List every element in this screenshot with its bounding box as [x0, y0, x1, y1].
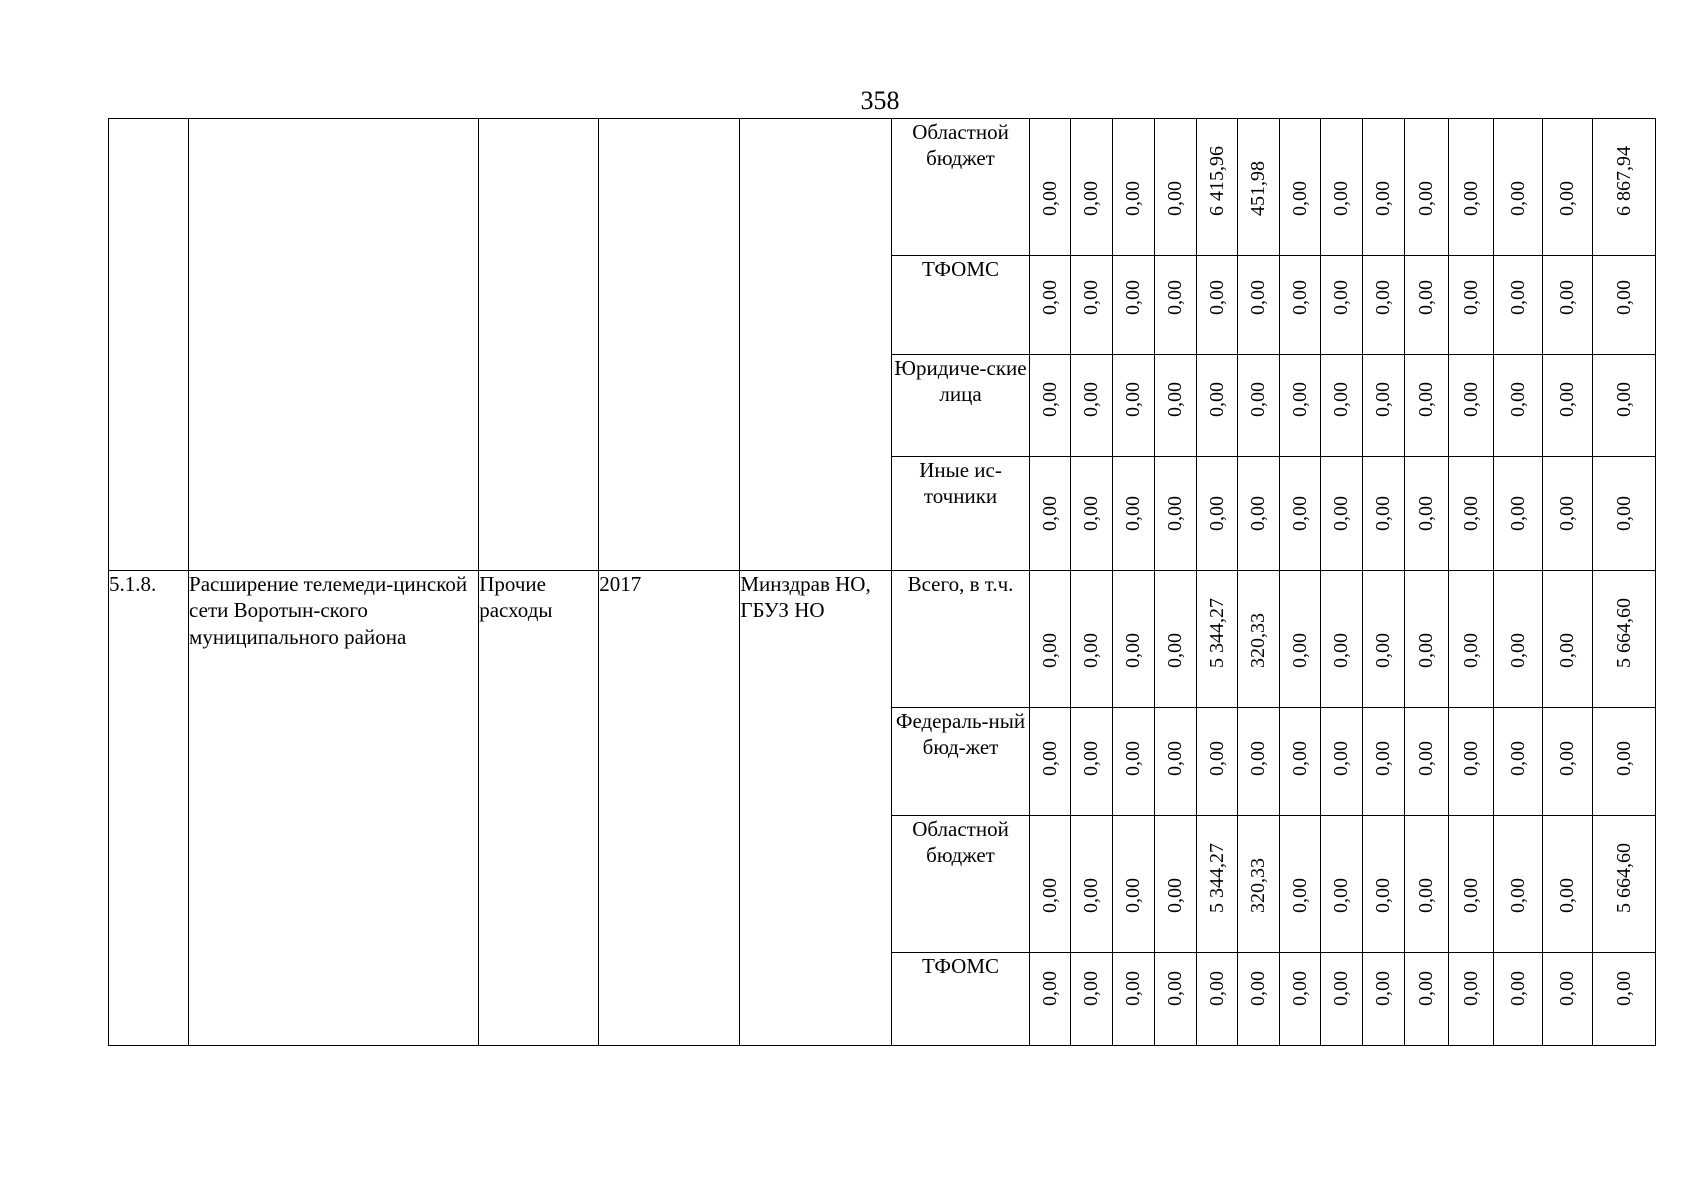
value-text: 0,00 [1415, 496, 1438, 531]
value-cell [1196, 953, 1237, 1046]
funding-source-cell: Областной бюджет [892, 816, 1029, 953]
value-text: 0,00 [1506, 741, 1529, 776]
value-text: 0,00 [1080, 741, 1103, 776]
value-cell [1279, 355, 1320, 457]
funding-source-cell: ТФОМС [892, 953, 1029, 1046]
value-text: 0,00 [1556, 181, 1579, 216]
value-text: 0,00 [1288, 633, 1311, 668]
value-text: 0,00 [1372, 382, 1395, 417]
value-cell [1493, 256, 1542, 355]
value-text: 0,00 [1459, 280, 1482, 315]
value-text: 0,00 [1556, 633, 1579, 668]
value-text: 0,00 [1612, 280, 1635, 315]
value-cell [1196, 119, 1237, 256]
value-cell [1029, 708, 1070, 816]
value-text: 5 664,60 [1612, 843, 1635, 913]
value-cell [1542, 953, 1592, 1046]
value-text: 6 415,96 [1205, 146, 1228, 216]
value-text: 0,00 [1556, 382, 1579, 417]
value-cell [1196, 816, 1237, 953]
value-cell [1493, 816, 1542, 953]
value-text: 0,00 [1415, 181, 1438, 216]
value-text: 0,00 [1247, 280, 1270, 315]
value-cell [1362, 355, 1404, 457]
value-cell [1112, 816, 1154, 953]
value-cell [1029, 571, 1070, 708]
value-cell [1404, 708, 1448, 816]
value-cell [1448, 256, 1493, 355]
value-text: 0,00 [1415, 971, 1438, 1006]
value-cell [1070, 355, 1112, 457]
value-text: 0,00 [1372, 181, 1395, 216]
value-cell [1493, 708, 1542, 816]
value-text: 0,00 [1506, 496, 1529, 531]
value-text: 0,00 [1372, 496, 1395, 531]
value-cell [1448, 355, 1493, 457]
value-text: 0,00 [1038, 382, 1061, 417]
funding-source-cell: Федераль-ный бюд-жет [892, 708, 1029, 816]
value-text: 0,00 [1080, 633, 1103, 668]
value-text: 0,00 [1330, 971, 1353, 1006]
value-text: 0,00 [1612, 971, 1635, 1006]
value-cell [1279, 816, 1320, 953]
value-cell [1542, 571, 1592, 708]
value-text: 0,00 [1038, 280, 1061, 315]
value-cell [1279, 571, 1320, 708]
value-text: 0,00 [1459, 633, 1482, 668]
value-text: 0,00 [1164, 382, 1187, 417]
value-text: 6 867,94 [1612, 146, 1635, 216]
value-cell [1404, 355, 1448, 457]
value-cell [1592, 256, 1655, 355]
value-cell [1362, 119, 1404, 256]
value-text: 0,00 [1080, 878, 1103, 913]
value-cell [1112, 457, 1154, 571]
item-name-cell [189, 119, 479, 571]
value-cell [1237, 816, 1279, 953]
value-cell [1404, 457, 1448, 571]
value-cell [1112, 355, 1154, 457]
funding-source-cell: Юридиче-ские лица [892, 355, 1029, 457]
value-text: 0,00 [1330, 280, 1353, 315]
page-number: 358 [860, 86, 900, 115]
value-text: 0,00 [1080, 280, 1103, 315]
table-row [109, 571, 1656, 708]
value-text: 0,00 [1459, 741, 1482, 776]
value-text: 0,00 [1288, 741, 1311, 776]
value-cell [1279, 256, 1320, 355]
value-cell [1029, 953, 1070, 1046]
value-cell [1493, 355, 1542, 457]
value-text: 0,00 [1415, 382, 1438, 417]
value-cell [1070, 571, 1112, 708]
value-cell [1154, 708, 1196, 816]
value-text: 320,33 [1247, 858, 1270, 913]
value-cell [1070, 256, 1112, 355]
value-cell [1279, 953, 1320, 1046]
value-text: 0,00 [1556, 741, 1579, 776]
value-cell [1196, 571, 1237, 708]
value-cell [1493, 953, 1542, 1046]
value-text: 0,00 [1164, 280, 1187, 315]
value-cell [1542, 708, 1592, 816]
value-cell [1029, 256, 1070, 355]
value-text: 0,00 [1038, 971, 1061, 1006]
value-text: 0,00 [1205, 971, 1228, 1006]
value-cell [1237, 708, 1279, 816]
value-cell [1320, 119, 1362, 256]
value-text: 0,00 [1506, 280, 1529, 315]
value-cell [1404, 816, 1448, 953]
funding-source-cell: Всего, в т.ч. [892, 571, 1029, 708]
value-cell [1592, 119, 1655, 256]
value-cell [1592, 708, 1655, 816]
value-cell [1448, 571, 1493, 708]
value-cell [1493, 457, 1542, 571]
value-cell [1154, 953, 1196, 1046]
year-cell [599, 119, 740, 571]
value-cell [1196, 355, 1237, 457]
value-cell [1070, 816, 1112, 953]
value-text: 0,00 [1506, 181, 1529, 216]
value-text: 0,00 [1288, 971, 1311, 1006]
value-cell [1362, 708, 1404, 816]
value-text: 0,00 [1038, 741, 1061, 776]
value-text: 0,00 [1372, 633, 1395, 668]
value-text: 0,00 [1080, 382, 1103, 417]
value-cell [1592, 457, 1655, 571]
value-text: 0,00 [1506, 633, 1529, 668]
year-cell: 2017 [599, 571, 740, 1046]
value-text: 0,00 [1038, 878, 1061, 913]
value-text: 0,00 [1122, 971, 1145, 1006]
value-cell [1320, 355, 1362, 457]
value-text: 0,00 [1164, 633, 1187, 668]
value-cell [1070, 119, 1112, 256]
value-text: 5 664,60 [1612, 598, 1635, 668]
value-text: 0,00 [1330, 878, 1353, 913]
value-cell [1112, 256, 1154, 355]
value-cell [1154, 119, 1196, 256]
value-text: 0,00 [1459, 382, 1482, 417]
value-cell [1448, 119, 1493, 256]
value-text: 0,00 [1330, 741, 1353, 776]
value-text: 0,00 [1122, 496, 1145, 531]
value-cell [1448, 708, 1493, 816]
value-cell [1237, 355, 1279, 457]
value-cell [1029, 457, 1070, 571]
value-cell [1592, 355, 1655, 457]
value-text: 0,00 [1122, 280, 1145, 315]
value-text: 0,00 [1459, 181, 1482, 216]
funding-source-cell: ТФОМС [892, 256, 1029, 355]
value-text: 0,00 [1506, 382, 1529, 417]
value-text: 0,00 [1556, 280, 1579, 315]
value-text: 0,00 [1080, 181, 1103, 216]
value-cell [1320, 457, 1362, 571]
value-text: 0,00 [1612, 382, 1635, 417]
value-cell [1362, 571, 1404, 708]
value-cell [1112, 119, 1154, 256]
expense-type-cell: Прочие расходы [479, 571, 599, 1046]
value-text: 0,00 [1612, 741, 1635, 776]
value-text: 0,00 [1122, 633, 1145, 668]
value-text: 0,00 [1556, 878, 1579, 913]
value-text: 0,00 [1330, 181, 1353, 216]
value-cell [1542, 256, 1592, 355]
value-text: 0,00 [1205, 496, 1228, 531]
value-text: 0,00 [1038, 633, 1061, 668]
value-cell [1029, 816, 1070, 953]
value-cell [1237, 571, 1279, 708]
budget-table [108, 118, 1656, 1046]
value-text: 0,00 [1415, 741, 1438, 776]
value-cell [1154, 816, 1196, 953]
value-text: 0,00 [1372, 741, 1395, 776]
value-text: 0,00 [1288, 181, 1311, 216]
value-text: 0,00 [1247, 741, 1270, 776]
value-text: 0,00 [1205, 741, 1228, 776]
value-text: 0,00 [1122, 741, 1145, 776]
value-cell [1404, 119, 1448, 256]
value-text: 0,00 [1372, 878, 1395, 913]
value-text: 0,00 [1459, 878, 1482, 913]
value-text: 0,00 [1247, 496, 1270, 531]
value-cell [1196, 457, 1237, 571]
funding-source-cell: Областной бюджет [892, 119, 1029, 256]
value-cell [1070, 708, 1112, 816]
value-text: 0,00 [1459, 971, 1482, 1006]
value-text: 0,00 [1372, 280, 1395, 315]
item-name-cell: Расширение телемеди-цинской сети Воротын-ского муниципального района [189, 571, 479, 1046]
value-cell [1154, 256, 1196, 355]
value-cell [1404, 953, 1448, 1046]
value-cell [1592, 571, 1655, 708]
value-text: 0,00 [1330, 633, 1353, 668]
item-number-cell [109, 119, 189, 571]
value-text: 0,00 [1330, 382, 1353, 417]
value-cell [1154, 355, 1196, 457]
value-text: 0,00 [1122, 382, 1145, 417]
value-cell [1196, 256, 1237, 355]
value-text: 0,00 [1164, 971, 1187, 1006]
value-text: 5 344,27 [1205, 843, 1228, 913]
item-number-cell: 5.1.8. [109, 571, 189, 1046]
value-cell [1592, 816, 1655, 953]
value-text: 0,00 [1164, 496, 1187, 531]
value-text: 0,00 [1330, 496, 1353, 531]
value-text: 0,00 [1556, 971, 1579, 1006]
value-cell [1448, 953, 1493, 1046]
value-cell [1320, 708, 1362, 816]
value-text: 0,00 [1122, 181, 1145, 216]
executor-cell: Минздрав НО, ГБУЗ НО [740, 571, 892, 1046]
value-text: 0,00 [1122, 878, 1145, 913]
value-cell [1154, 457, 1196, 571]
value-text: 0,00 [1415, 280, 1438, 315]
value-text: 0,00 [1415, 633, 1438, 668]
value-text: 0,00 [1288, 280, 1311, 315]
value-text: 0,00 [1164, 181, 1187, 216]
value-cell [1279, 708, 1320, 816]
value-cell [1542, 355, 1592, 457]
value-cell [1112, 708, 1154, 816]
value-cell [1320, 571, 1362, 708]
value-text: 0,00 [1247, 382, 1270, 417]
funding-source-cell: Иные ис-точники [892, 457, 1029, 571]
value-cell [1362, 953, 1404, 1046]
value-cell [1320, 256, 1362, 355]
value-cell [1279, 119, 1320, 256]
value-text: 0,00 [1247, 971, 1270, 1006]
value-cell [1154, 571, 1196, 708]
value-text: 0,00 [1038, 181, 1061, 216]
value-text: 0,00 [1164, 878, 1187, 913]
value-text: 0,00 [1506, 971, 1529, 1006]
value-cell [1493, 119, 1542, 256]
value-text: 0,00 [1080, 971, 1103, 1006]
value-text: 0,00 [1080, 496, 1103, 531]
value-cell [1493, 571, 1542, 708]
value-cell [1404, 256, 1448, 355]
value-text: 0,00 [1288, 496, 1311, 531]
value-text: 0,00 [1415, 878, 1438, 913]
value-cell [1448, 816, 1493, 953]
value-cell [1362, 457, 1404, 571]
value-cell [1320, 953, 1362, 1046]
value-cell [1362, 256, 1404, 355]
value-text: 5 344,27 [1205, 598, 1228, 668]
value-cell [1592, 953, 1655, 1046]
value-cell [1112, 953, 1154, 1046]
value-text: 0,00 [1205, 280, 1228, 315]
value-text: 320,33 [1247, 613, 1270, 668]
value-cell [1542, 457, 1592, 571]
value-text: 0,00 [1288, 878, 1311, 913]
expense-type-cell [479, 119, 599, 571]
value-cell [1070, 457, 1112, 571]
value-text: 451,98 [1247, 161, 1270, 216]
value-text: 0,00 [1205, 382, 1228, 417]
value-cell [1070, 953, 1112, 1046]
value-text: 0,00 [1288, 382, 1311, 417]
value-text: 0,00 [1038, 496, 1061, 531]
value-text: 0,00 [1506, 878, 1529, 913]
executor-cell [740, 119, 892, 571]
value-text: 0,00 [1556, 496, 1579, 531]
value-cell [1237, 457, 1279, 571]
value-text: 0,00 [1612, 496, 1635, 531]
value-text: 0,00 [1164, 741, 1187, 776]
value-text: 0,00 [1372, 971, 1395, 1006]
value-cell [1320, 816, 1362, 953]
value-cell [1448, 457, 1493, 571]
value-cell [1237, 256, 1279, 355]
value-cell [1196, 708, 1237, 816]
value-cell [1542, 119, 1592, 256]
value-cell [1112, 571, 1154, 708]
table-row [109, 119, 1656, 256]
value-cell [1404, 571, 1448, 708]
value-cell [1362, 816, 1404, 953]
value-cell [1237, 119, 1279, 256]
value-cell [1542, 816, 1592, 953]
value-text: 0,00 [1459, 496, 1482, 531]
value-cell [1029, 355, 1070, 457]
value-cell [1279, 457, 1320, 571]
value-cell [1237, 953, 1279, 1046]
value-cell [1029, 119, 1070, 256]
